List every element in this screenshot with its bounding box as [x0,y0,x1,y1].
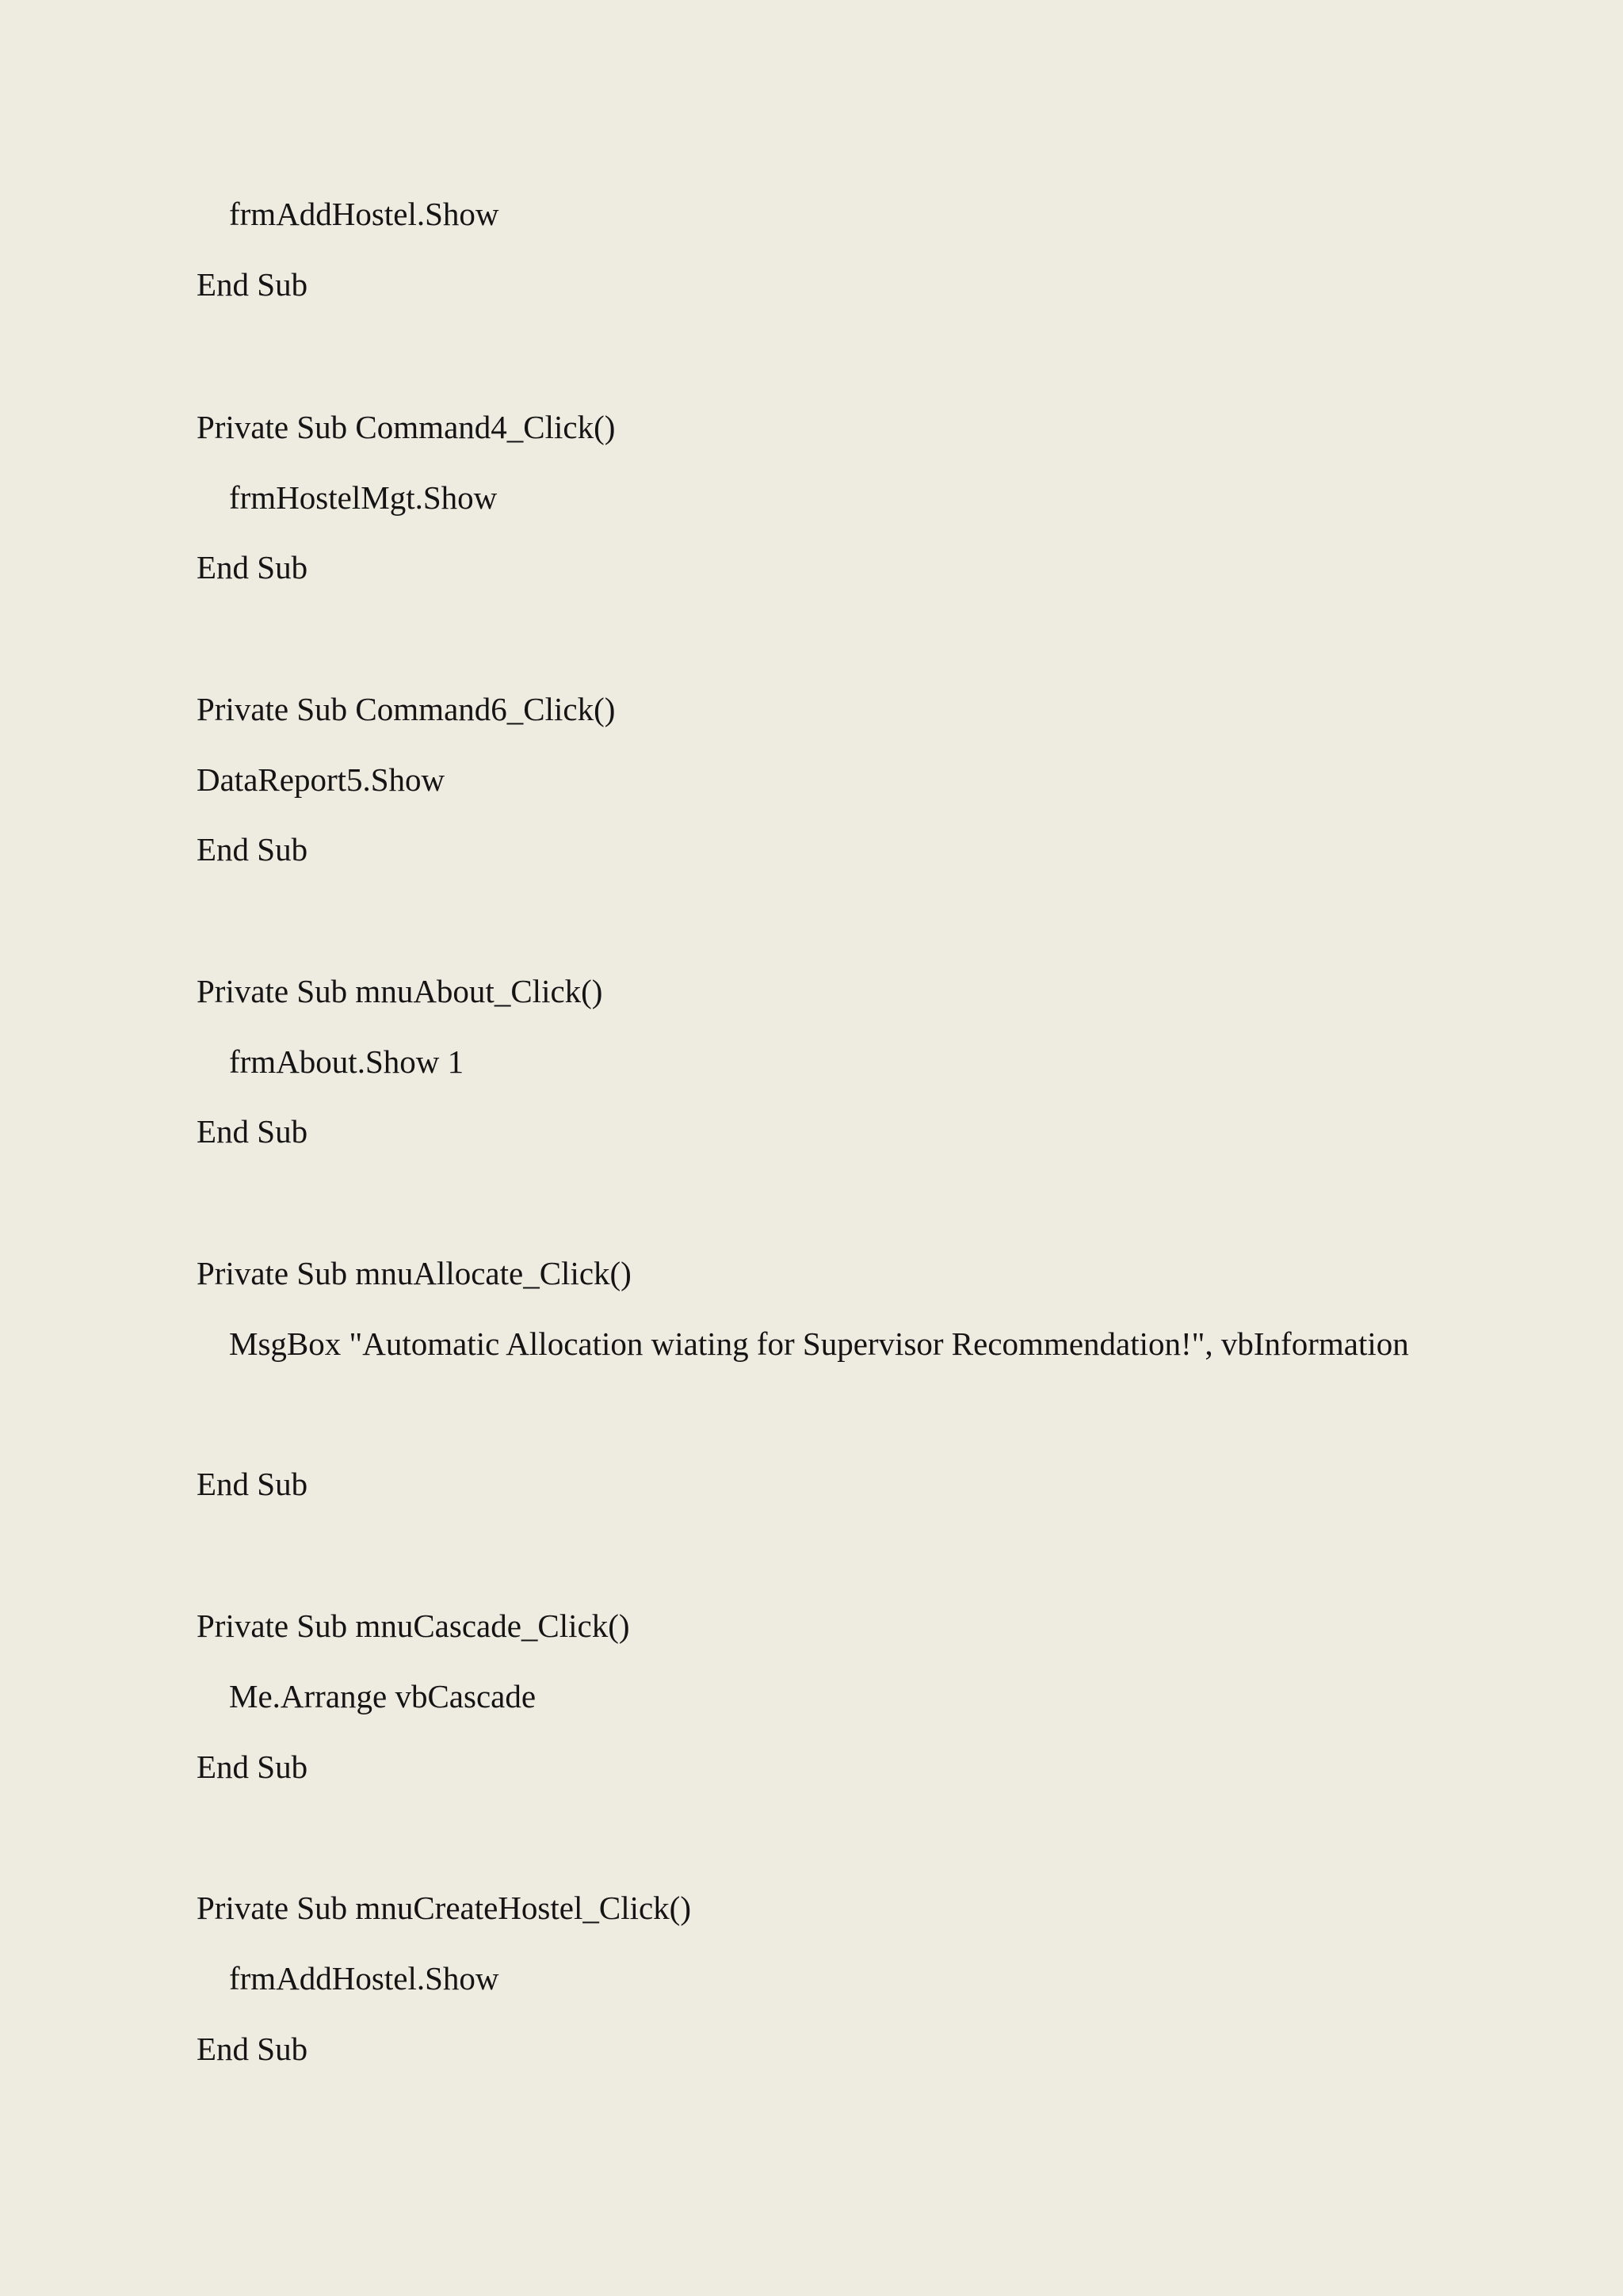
code-line: End Sub [197,1113,308,1150]
code-line: Private Sub Command4_Click() [197,409,616,445]
code-line: Private Sub mnuCascade_Click() [197,1608,630,1644]
code-line: End Sub [197,549,308,585]
code-line: frmAbout.Show 1 [229,1043,464,1080]
code-line: End Sub [197,266,308,303]
code-line: Private Sub mnuAbout_Click() [197,973,603,1009]
code-line: Me.Arrange vbCascade [229,1678,537,1714]
code-line: End Sub [197,1749,308,1785]
code-line: End Sub [197,831,308,868]
code-line: Private Sub mnuCreateHostel_Click() [197,1890,691,1926]
code-line: End Sub [197,2031,308,2067]
code-line: MsgBox "Automatic Allocation wiating for Supervisor Recommendation!", vbInformation [229,1325,1409,1362]
code-line: frmAddHostel.Show [229,1960,499,1997]
code-line: End Sub [197,1466,308,1502]
code-line: frmHostelMgt.Show [229,479,498,516]
code-line: frmAddHostel.Show [229,196,499,232]
code-line: DataReport5.Show [197,761,445,798]
code-line: Private Sub mnuAllocate_Click() [197,1255,632,1291]
code-line: Private Sub Command6_Click() [197,691,616,727]
